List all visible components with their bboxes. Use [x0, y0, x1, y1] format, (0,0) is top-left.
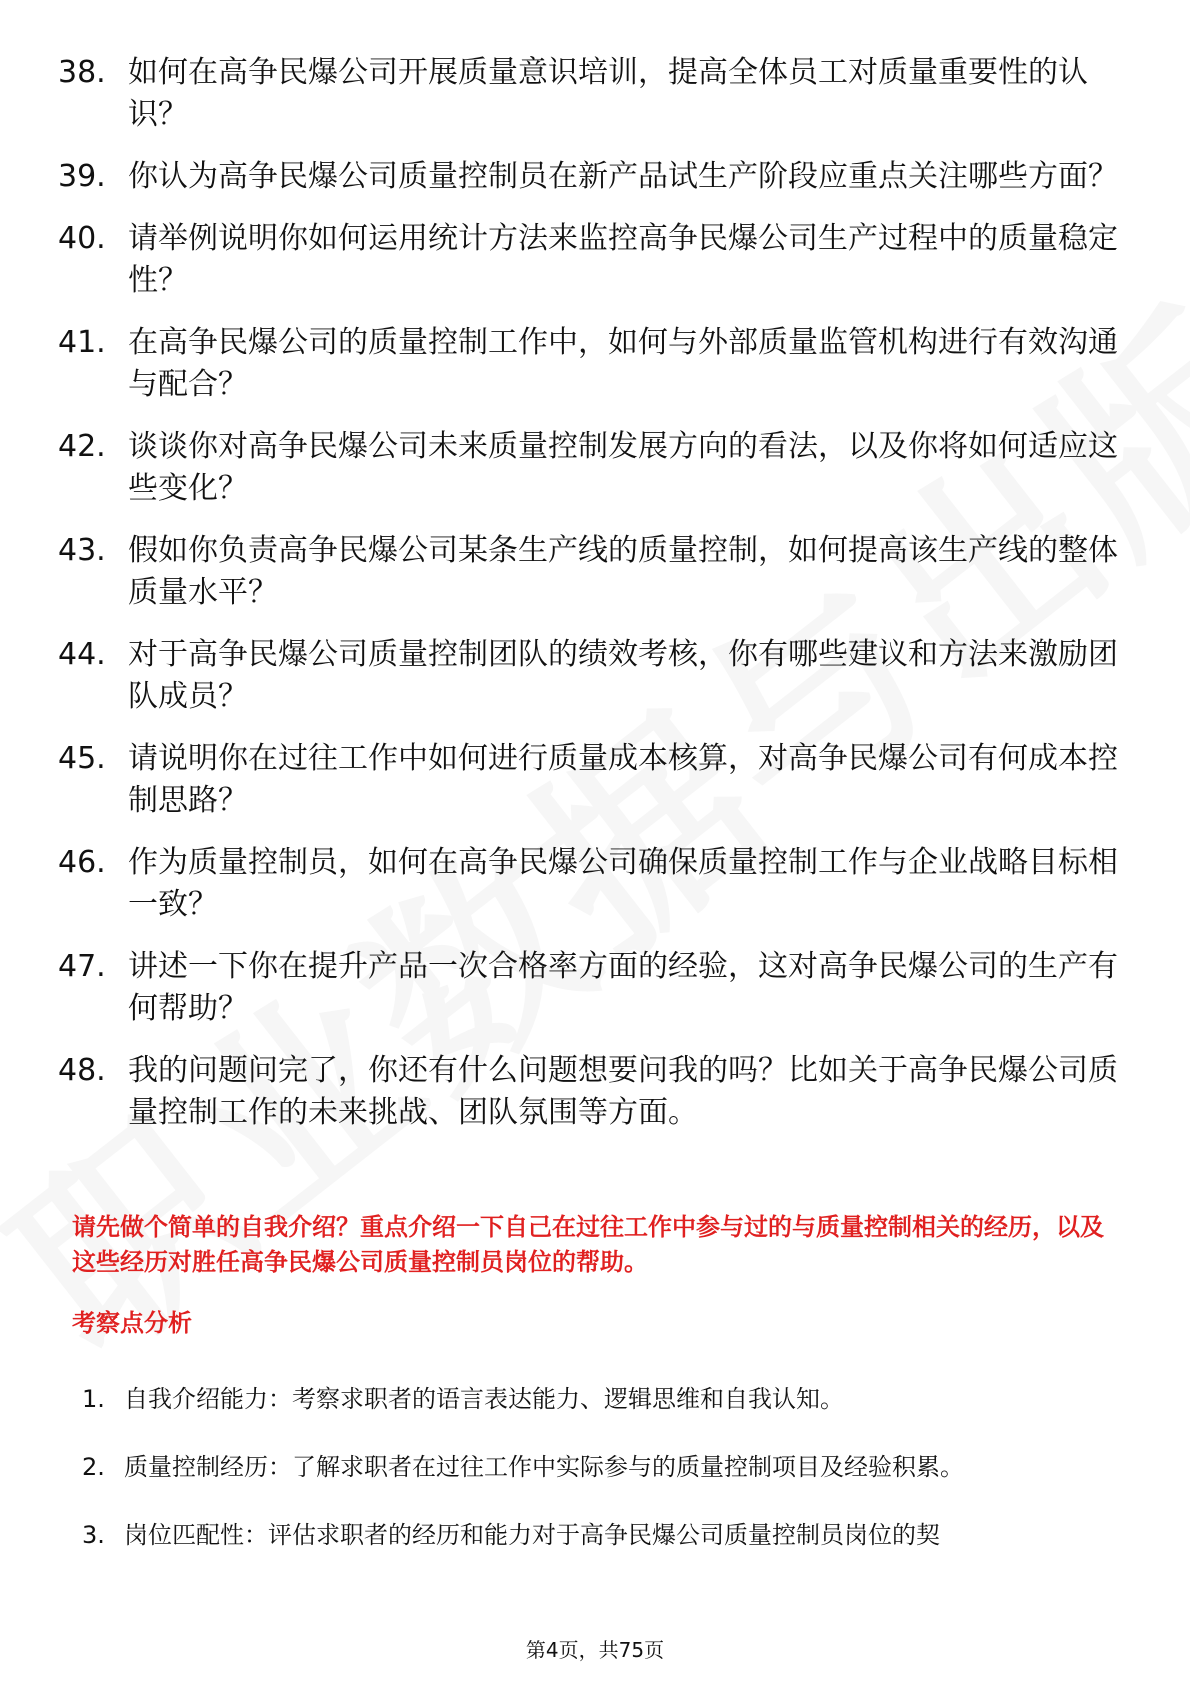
- question-text: 我的问题问完了，你还有什么问题想要问我的吗？比如关于高争民爆公司质量控制工作的未来挑战、团队氛围等方面。: [128, 1053, 1118, 1130]
- list-item: [58, 1050, 1138, 1134]
- list-item: [58, 218, 1138, 302]
- question-text: 讲述一下你在提升产品一次合格率方面的经验，这对高争民爆公司的生产有何帮助？: [128, 949, 1118, 1026]
- analysis-number: 2.: [82, 1453, 105, 1481]
- list-item: [58, 738, 1138, 822]
- question-text: 对于高争民爆公司质量控制团队的绩效考核，你有哪些建议和方法来激励团队成员？: [128, 637, 1118, 714]
- analysis-list: [82, 1370, 1122, 1574]
- analysis-title: 考察点分析: [72, 1309, 192, 1337]
- question-text: 请说明你在过往工作中如何进行质量成本核算，对高争民爆公司有何成本控制思路？: [128, 741, 1118, 818]
- list-item: [58, 426, 1138, 510]
- question-text: 你认为高争民爆公司质量控制员在新产品试生产阶段应重点关注哪些方面？: [128, 159, 1118, 194]
- list-item: [58, 634, 1138, 718]
- analysis-text: 自我介绍能力：考察求职者的语言表达能力、逻辑思维和自我认知。: [124, 1385, 844, 1413]
- analysis-number: 3.: [82, 1521, 105, 1549]
- question-text: 在高争民爆公司的质量控制工作中，如何与外部质量监管机构进行有效沟通与配合？: [128, 325, 1118, 402]
- featured-question: 请先做个简单的自我介绍？重点介绍一下自己在过往工作中参与过的与质量控制相关的经历，以及这些经历对胜任高争民爆公司质量控制员岗位的帮助。: [72, 1213, 1104, 1276]
- question-number: 41.: [58, 325, 106, 360]
- list-item: [58, 530, 1138, 614]
- list-item: [58, 52, 1138, 136]
- question-number: 44.: [58, 637, 106, 672]
- list-item: [82, 1370, 1122, 1428]
- question-number: 43.: [58, 533, 106, 568]
- question-number: 48.: [58, 1053, 106, 1088]
- question-number: 38.: [58, 55, 106, 90]
- analysis-text: 质量控制经历：了解求职者在过往工作中实际参与的质量控制项目及经验积累。: [124, 1453, 964, 1481]
- question-number: 46.: [58, 845, 106, 880]
- question-number: 42.: [58, 429, 106, 464]
- question-text: 如何在高争民爆公司开展质量意识培训，提高全体员工对质量重要性的认识？: [128, 55, 1088, 132]
- analysis-text: 岗位匹配性：评估求职者的经历和能力对于高争民爆公司质量控制员岗位的契: [124, 1521, 940, 1549]
- page-footer: 第4页，共75页: [525, 1638, 665, 1662]
- question-text: 作为质量控制员，如何在高争民爆公司确保质量控制工作与企业战略目标相一致？: [128, 845, 1118, 922]
- question-text: 谈谈你对高争民爆公司未来质量控制发展方向的看法，以及你将如何适应这些变化？: [128, 429, 1118, 506]
- question-list: [58, 52, 1138, 1154]
- question-number: 40.: [58, 221, 106, 256]
- list-item: [58, 842, 1138, 926]
- question-text: 假如你负责高争民爆公司某条生产线的质量控制，如何提高该生产线的整体质量水平？: [128, 533, 1118, 610]
- list-item: [58, 322, 1138, 406]
- question-number: 45.: [58, 741, 106, 776]
- list-item: [82, 1438, 1122, 1496]
- question-number: 39.: [58, 159, 106, 194]
- list-item: [58, 946, 1138, 1030]
- question-text: 请举例说明你如何运用统计方法来监控高争民爆公司生产过程中的质量稳定性？: [128, 221, 1118, 298]
- list-item: [58, 156, 1138, 198]
- list-item: [82, 1506, 1122, 1564]
- question-number: 47.: [58, 949, 106, 984]
- analysis-number: 1.: [82, 1385, 105, 1413]
